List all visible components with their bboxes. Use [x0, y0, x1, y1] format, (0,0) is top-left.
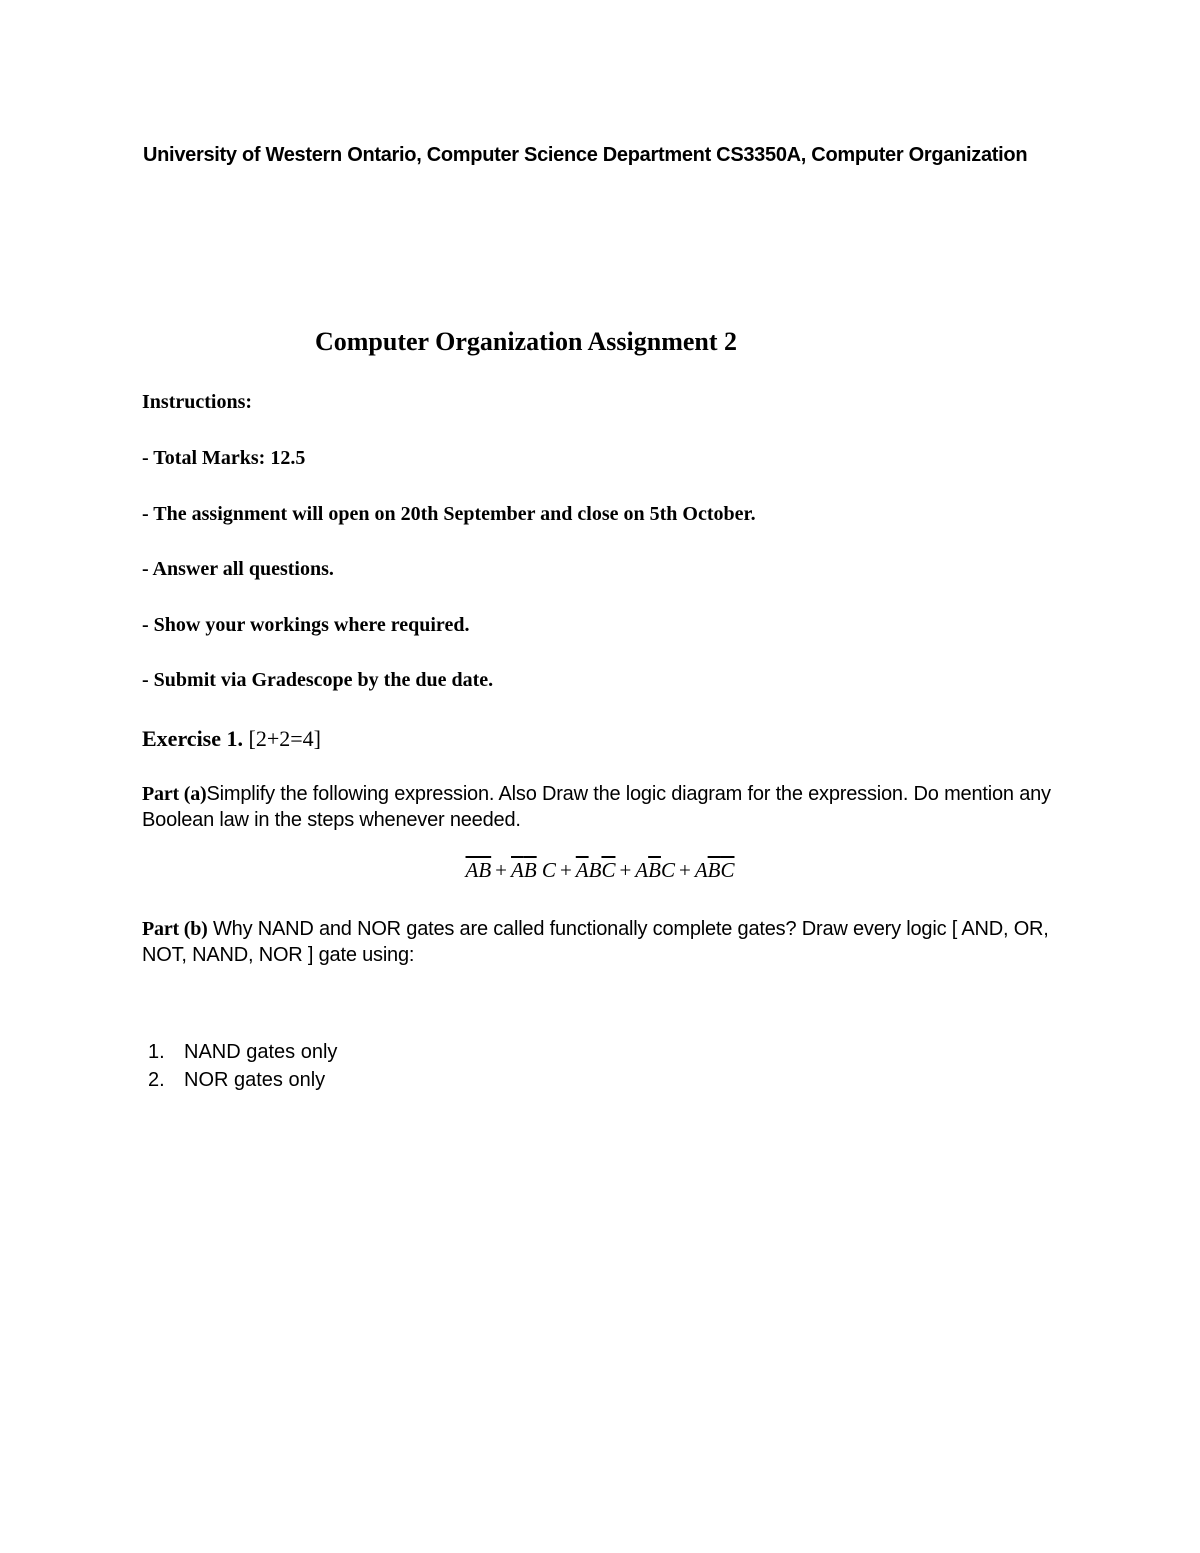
expr-term-5-a: A: [694, 858, 708, 882]
part-a-text: Simplify the following expression. Also Draw the logic diagram for the expression. Do mention any Boolean law in the steps whenever needed.: [142, 783, 1051, 831]
expr-term-3-c: $\overline{C}$: [601, 858, 616, 882]
expr-plus-3: +: [619, 858, 632, 882]
expr-term-2-c: C: [541, 858, 556, 882]
instructions-label: Instructions:: [142, 391, 253, 413]
instruction-item-total-marks: - Total Marks: 12.5: [142, 447, 306, 469]
expr-term-3-a: $\overline{A}$: [575, 858, 589, 882]
exercise-1-label: Exercise 1.: [142, 726, 244, 751]
instruction-item-submit: - Submit via Gradescope by the due date.: [142, 669, 494, 691]
instruction-item-answer-all: - Answer all questions.: [142, 558, 334, 580]
expr-term-2-b: $\overline{B}$: [523, 858, 537, 882]
boolean-expression: [0, 858, 1200, 883]
assignment-title: Computer Organization Assignment 2: [315, 327, 738, 356]
part-a-paragraph: [142, 781, 1062, 833]
expr-term-3-b: B: [588, 858, 602, 882]
list-item: [148, 1069, 325, 1092]
document-header: University of Western Ontario, Computer Science Department CS3350A, Computer Organization: [143, 144, 1028, 166]
expr-term-5-bc: [708, 858, 735, 882]
exercise-1-marks: [2+2=4]: [248, 726, 321, 751]
part-b-text: Why NAND and NOR gates are called functionally complete gates? Draw every logic [ AND, OR, NOT, NAND, NOR ] gate using:: [142, 918, 1049, 966]
expr-term-4-a: A: [635, 858, 649, 882]
expr-term-1-ab: $\overline{AB}$: [465, 858, 492, 882]
expr-term-5-b: B: [707, 858, 721, 882]
part-b-paragraph: [142, 916, 1062, 968]
expr-term-4-b: $\overline{B}$: [648, 858, 661, 882]
list-item-number: 2.: [148, 1069, 165, 1091]
exercise-1-heading: [142, 726, 321, 752]
expr-plus-2: +: [559, 858, 572, 882]
part-a-label: Part (a): [142, 783, 207, 805]
part-b-label: Part (b): [142, 918, 208, 940]
expr-term-2-a: $\overline{A}$: [511, 858, 524, 882]
list-item-number: 1.: [148, 1041, 165, 1063]
instruction-item-dates: - The assignment will open on 20th September and close on 5th October.: [142, 503, 756, 525]
instruction-item-show-workings: - Show your workings where required.: [142, 614, 470, 636]
expr-term-4-c: C: [660, 858, 675, 882]
expr-plus-1: +: [495, 858, 508, 882]
list-item: [148, 1041, 337, 1064]
list-item-text: NOR gates only: [184, 1069, 326, 1091]
expr-term-5-c: C: [720, 858, 735, 882]
list-item-text: NAND gates only: [184, 1041, 338, 1063]
expr-plus-4: +: [678, 858, 691, 882]
